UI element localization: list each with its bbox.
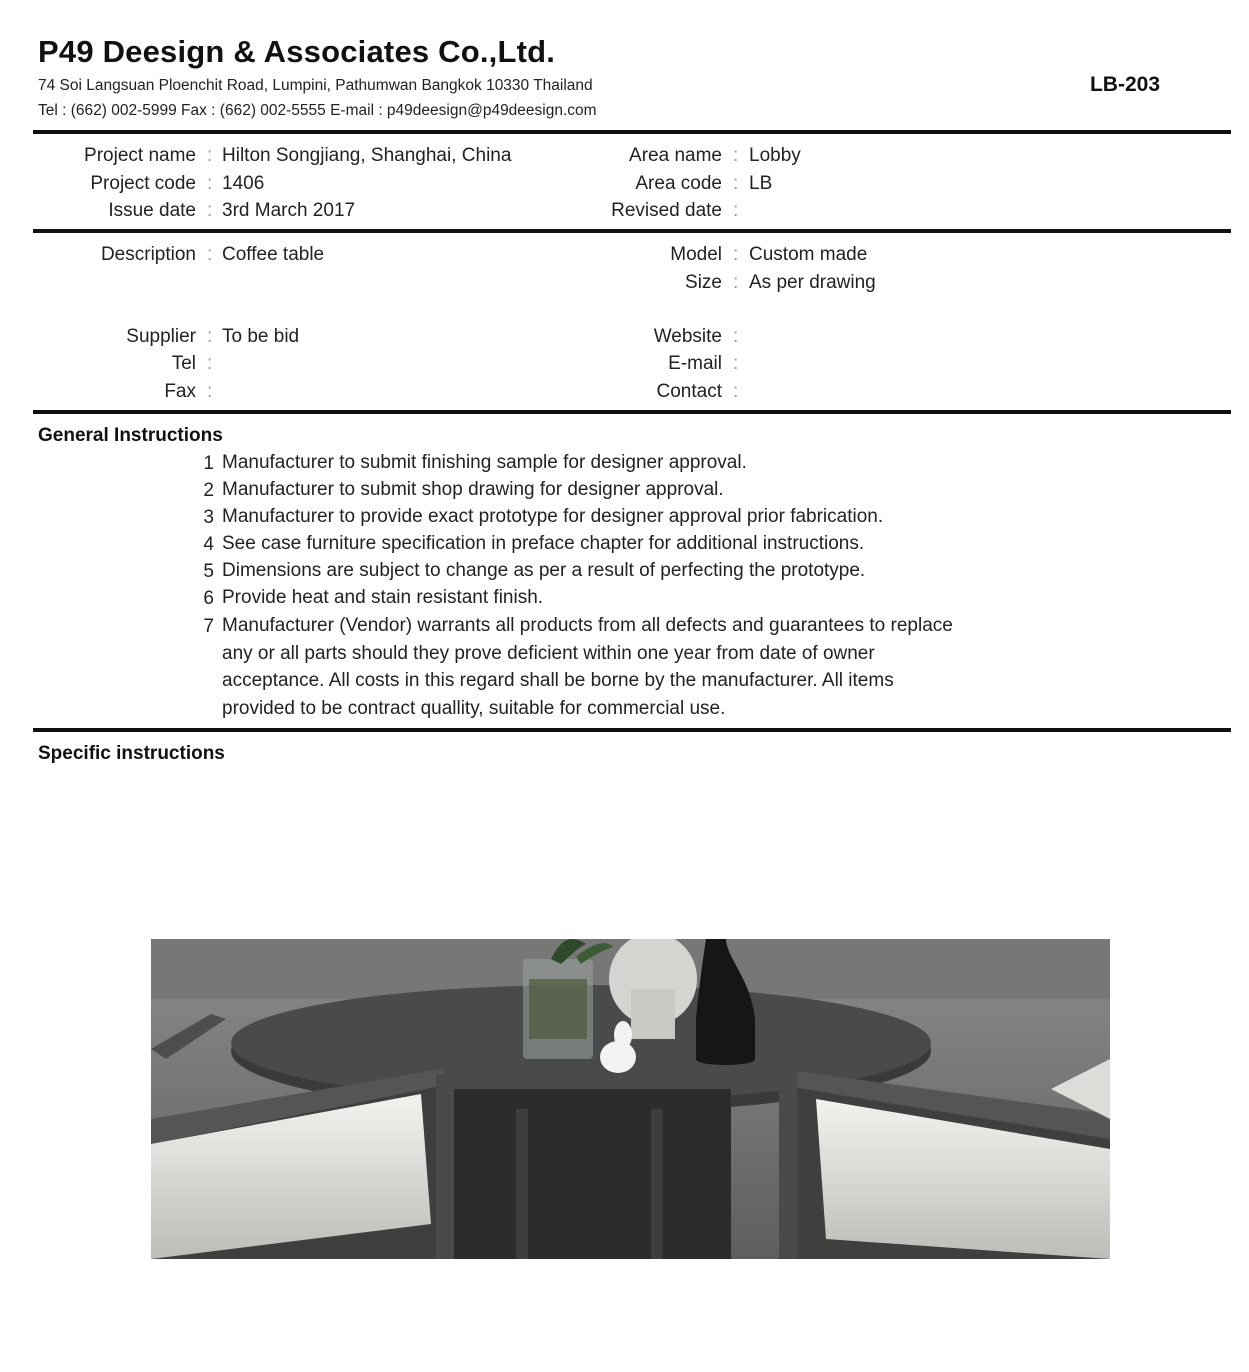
supplier-value: To be bid: [222, 326, 300, 347]
general-instructions-title: General Instructions: [38, 425, 223, 446]
project-name-label: Project name: [84, 145, 196, 166]
divider: [33, 229, 1231, 233]
model-label: Model: [670, 244, 722, 265]
instruction-number: 7: [203, 616, 214, 637]
colon: :: [207, 173, 213, 194]
instruction-number: 3: [203, 507, 214, 528]
size-value: As per drawing: [749, 272, 876, 293]
document-code: LB-203: [1089, 73, 1160, 96]
website-label: Website: [653, 326, 722, 347]
colon: :: [733, 272, 739, 293]
area-name-label: Area name: [629, 145, 722, 166]
instruction-text: Manufacturer to submit shop drawing for designer approval.: [222, 479, 724, 500]
divider: [33, 410, 1231, 414]
specific-instructions-title: Specific instructions: [38, 743, 225, 764]
instruction-number: 6: [203, 588, 214, 609]
colon: :: [207, 244, 213, 265]
instruction-text: Manufacturer to provide exact prototype for designer approval prior fabrication.: [222, 506, 884, 527]
supplier-label: Supplier: [126, 326, 196, 347]
colon: :: [733, 326, 739, 347]
colon: :: [733, 200, 739, 221]
divider: [33, 130, 1231, 134]
colon: :: [733, 353, 739, 374]
model-value: Custom made: [749, 244, 868, 265]
supplier-tel-label: Tel: [171, 353, 196, 374]
instruction-number: 2: [203, 480, 214, 501]
instruction-text: Manufacturer to submit finishing sample for designer approval.: [222, 452, 747, 473]
company-contact: Tel : (662) 002-5999 Fax : (662) 002-5555 E-mail : p49deesign@p49deesign.com: [38, 102, 597, 119]
instruction-text: See case furniture specification in preface chapter for additional instructions.: [222, 533, 865, 554]
instruction-number: 5: [203, 561, 214, 582]
instruction-text: Manufacturer (Vendor) warrants all products from all defects and guarantees to replace any or all parts should they prove deficient within one year from date of owner acceptance. All costs in this regard shall be borne by the manufacturer. All items provided to be contract quallity, suitable for commercial use.: [222, 615, 953, 719]
colon: :: [733, 145, 739, 166]
project-name-value: Hilton Songjiang, Shanghai, China: [222, 145, 512, 166]
product-photo: [151, 939, 1110, 1259]
instruction-text: Provide heat and stain resistant finish.: [222, 587, 544, 608]
colon: :: [207, 145, 213, 166]
description-label: Description: [100, 244, 196, 265]
colon: :: [207, 353, 213, 374]
colon: :: [733, 381, 739, 402]
contact-label: Contact: [656, 381, 722, 402]
email-label: E-mail: [668, 353, 722, 374]
instruction-number: 4: [203, 534, 214, 555]
colon: :: [207, 381, 213, 402]
supplier-fax-label: Fax: [164, 381, 196, 402]
area-code-value: LB: [749, 173, 773, 194]
issue-date-value: 3rd March 2017: [222, 200, 356, 221]
area-name-value: Lobby: [749, 145, 801, 166]
size-label: Size: [685, 272, 722, 293]
revised-date-label: Revised date: [611, 200, 722, 221]
colon: :: [733, 244, 739, 265]
company-name: P49 Deesign & Associates Co.,Ltd.: [38, 34, 556, 69]
colon: :: [207, 326, 213, 347]
project-code-value: 1406: [222, 173, 265, 194]
instruction-number: 1: [203, 453, 214, 474]
project-code-label: Project code: [90, 173, 196, 194]
company-address: 74 Soi Langsuan Ploenchit Road, Lumpini, Pathumwan Bangkok 10330 Thailand: [38, 77, 593, 94]
issue-date-label: Issue date: [108, 200, 196, 221]
colon: :: [733, 173, 739, 194]
instruction-text: Dimensions are subject to change as per a result of perfecting the prototype.: [222, 560, 866, 581]
colon: :: [207, 200, 213, 221]
divider: [33, 728, 1231, 732]
area-code-label: Area code: [635, 173, 722, 194]
description-value: Coffee table: [222, 244, 325, 265]
